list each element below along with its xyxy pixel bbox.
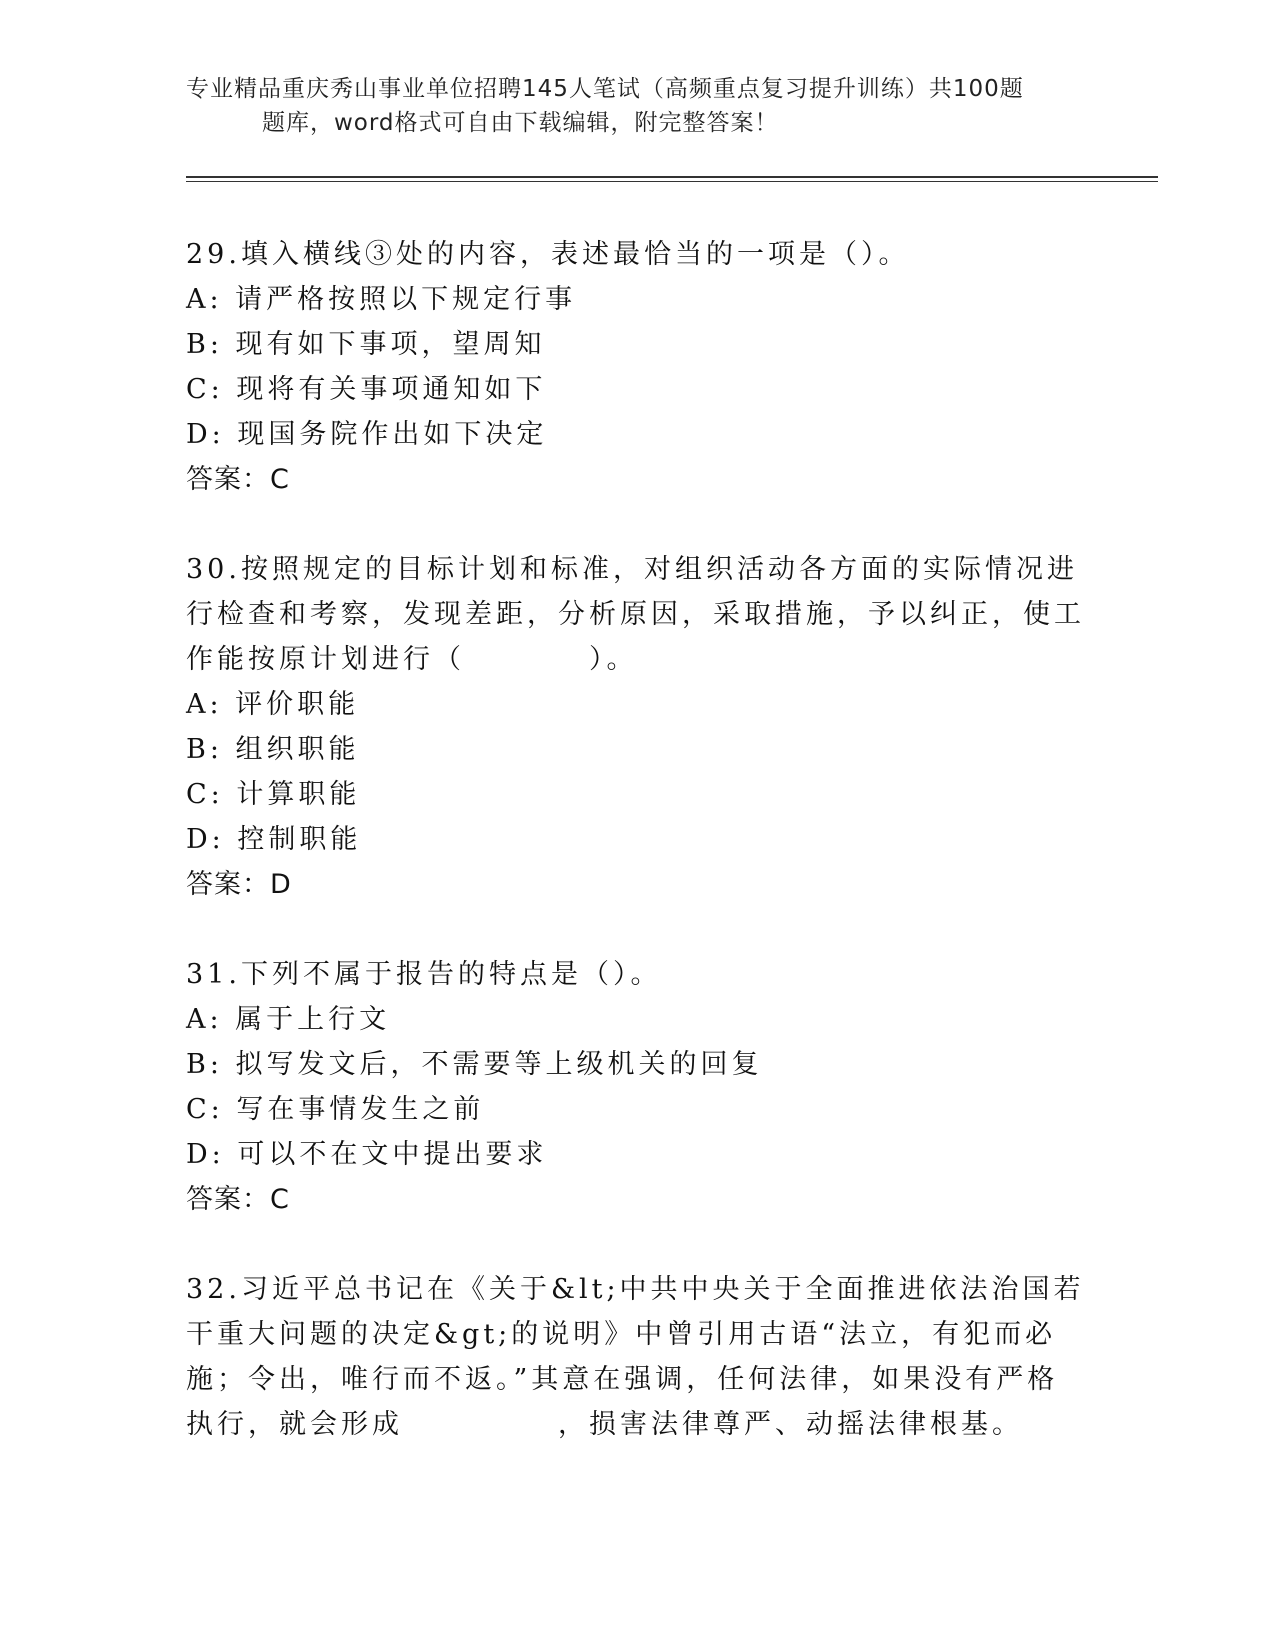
- header-divider-thin: [186, 181, 1158, 182]
- question-stem: 32.习近平总书记在《关于&lt;中共中央关于全面推进依法治国若干重大问题的决定&gt;的说明》中曾引用古语“法立，有犯而必施；令出，唯行而不返。”其意在强调，任何法律，如果没有严格执行，就会形成 ，损害法律尊严、动摇法律根基。: [186, 1274, 1085, 1440]
- option-b: B: 拟写发文后，不需要等上级机关的回复: [186, 1049, 763, 1080]
- document-header: [186, 72, 1066, 140]
- question-stem: 30.按照规定的目标计划和标准，对组织活动各方面的实际情况进行检查和考察，发现差距，分析原因，采取措施，予以纠正，使工作能按原计划进行（ ）。: [186, 554, 1085, 675]
- answer: 答案：C: [186, 464, 290, 495]
- option-a: A: 评价职能: [186, 689, 360, 720]
- question-31: [186, 952, 1086, 1222]
- option-d: D: 现国务院作出如下决定: [186, 419, 548, 450]
- question-list: [186, 232, 1086, 1492]
- option-c: C: 写在事情发生之前: [186, 1094, 485, 1125]
- header-title-line2: 题库，word格式可自由下载编辑，附完整答案！: [262, 110, 779, 136]
- option-c: C: 计算职能: [186, 779, 361, 810]
- option-c: C: 现将有关事项通知如下: [186, 374, 547, 405]
- question-stem: 31.下列不属于报告的特点是（）。: [186, 959, 662, 990]
- header-title-line1: 专业精品重庆秀山事业单位招聘145人笔试（高频重点复习提升训练）共100题: [186, 76, 1024, 102]
- question-32: [186, 1267, 1086, 1447]
- option-b: B: 现有如下事项，望周知: [186, 329, 546, 360]
- answer: 答案：D: [186, 869, 292, 900]
- question-29: [186, 232, 1086, 502]
- option-d: D: 可以不在文中提出要求: [186, 1139, 548, 1170]
- answer: 答案：C: [186, 1184, 290, 1215]
- option-b: B: 组织职能: [186, 734, 360, 765]
- header-divider: [186, 176, 1158, 178]
- option-d: D: 控制职能: [186, 824, 362, 855]
- question-stem: 29.填入横线③处的内容，表述最恰当的一项是（）。: [186, 239, 910, 270]
- option-a: A: 属于上行文: [186, 1004, 391, 1035]
- option-a: A: 请严格按照以下规定行事: [186, 284, 577, 315]
- question-30: [186, 547, 1086, 907]
